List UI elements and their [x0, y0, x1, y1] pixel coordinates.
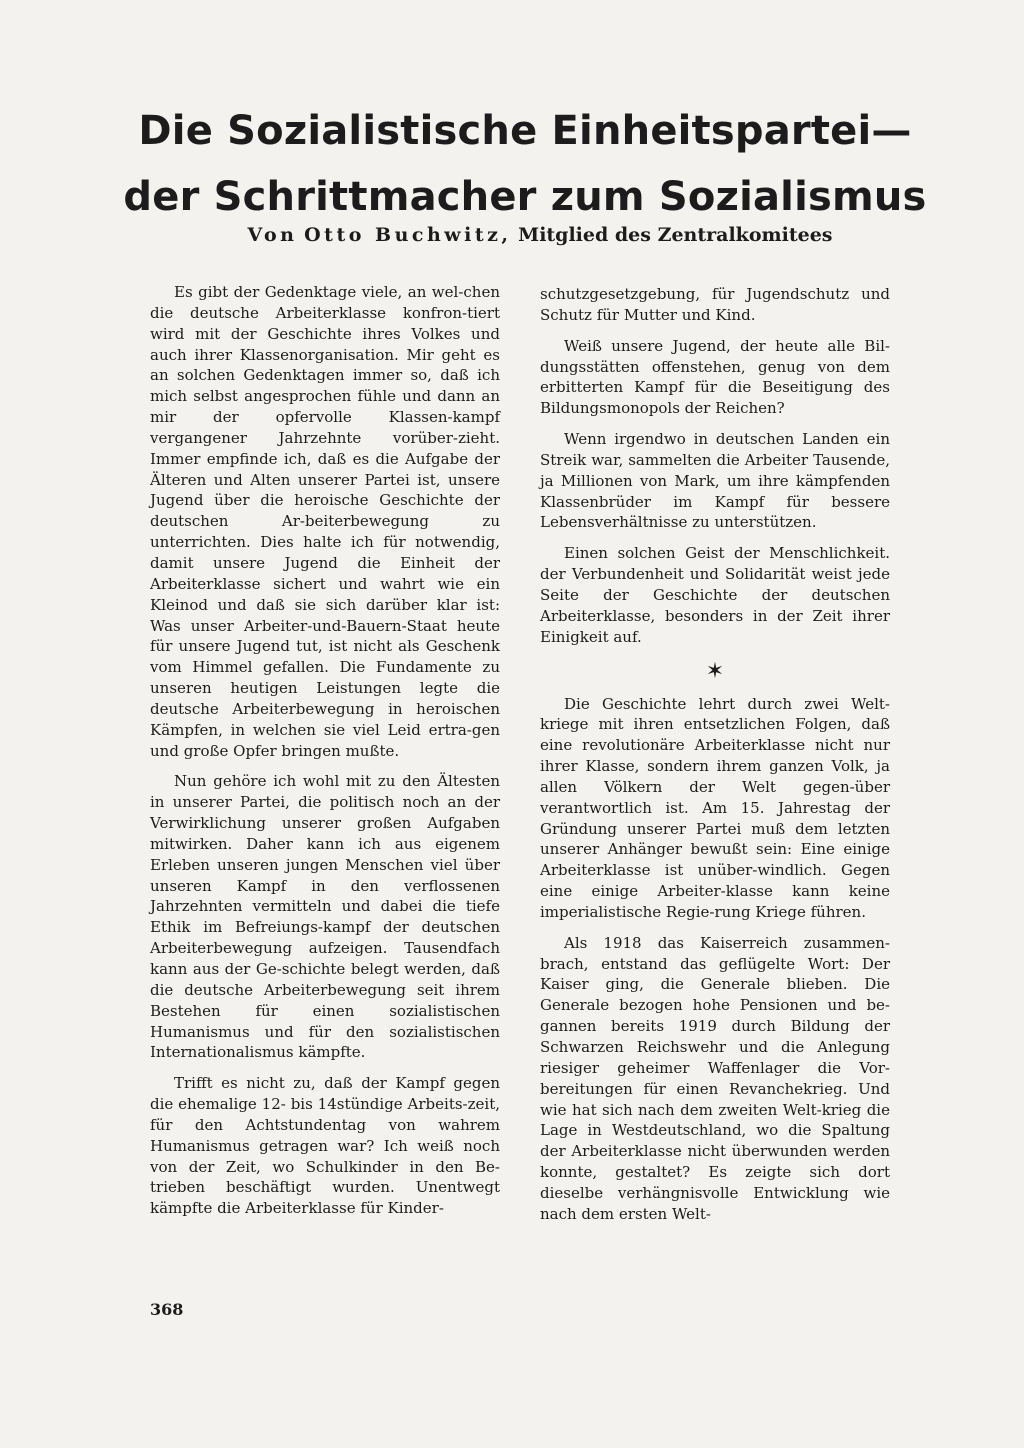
left-column: [150, 282, 500, 1229]
right-column: [540, 284, 890, 1235]
paragraph: Wenn irgendwo in deutschen Landen ein Streik war, sammelten die Arbeiter Tausende, ja Millionen von Mark, um ihre kämpfenden Klassenbrüder im Kampf für bessere Lebensverhältnisse zu unterstützen.: [540, 430, 890, 532]
paragraph: Weiß unsere Jugend, der heute alle Bil-dungsstätten offenstehen, genug von dem erbitterten Kampf für die Beseitigung des Bildungsmonopols der Reichen?: [540, 336, 890, 418]
paragraph: Trifft es nicht zu, daß der Kampf gegen die ehemalige 12- bis 14stündige Arbeits-zeit, für den Achtstundentag von wahrem Humanismus getragen war? Ich weiß noch von der Zeit, wo Schulkinder in den Be-trieben beschäftigt wurden. Unentwegt kämpfte die Arbeiterklasse für Kinder-: [150, 1074, 500, 1218]
section-separator-asterisk: ✶: [705, 658, 725, 684]
byline-prefix: Von: [247, 224, 298, 246]
page-number: 368: [150, 1300, 184, 1319]
byline-suffix: Mitglied des Zentralkomitees: [518, 224, 833, 246]
paragraph: schutzgesetzgebung, für Jugendschutz und Schutz für Mutter und Kind.: [540, 285, 890, 324]
paragraph: Es gibt der Gedenktage viele, an wel-chen die deutsche Arbeiterklasse konfron-tiert wird mit der Geschichte ihres Volkes und auch ihrer Klassenorganisation. Mir geht es an solchen Gedenktagen immer so, daß ich mich selbst angesprochen fühle und dann an mir der opfervolle Klassen-kampf vergangener Jahrzehnte vorüber-zieht. Immer empfinde ich, daß es die Aufgabe der Älteren und Alten unserer Partei ist, unsere Jugend über die heroische Geschichte der deutschen Ar-beiterbewegung zu unterrichten. Dies halte ich für notwendig, damit unsere Jugend die Einheit der Arbeiterklasse sichert und wahrt wie ein Kleinod und daß sie sich darüber klar ist: Was unser Arbeiter-und-Bauern-Staat heute für unsere Jugend tut, ist nicht als Geschenk vom Himmel gefallen. Die Fundamente zu unseren heutigen Leistungen legte die deutsche Arbeiterbewegung in heroischen Kämpfen, in welchen sie viel Leid ertra-gen und große Opfer bringen mußte.: [150, 283, 500, 760]
paragraph: Nun gehöre ich wohl mit zu den Ältesten in unserer Partei, die politisch noch an der Verwirklichung unserer großen Aufgaben mitwirken. Daher kann ich aus eigenem Erleben unseren jungen Menschen viel über unseren Kampf in den verflossenen Jahrzehnten vermitteln und dabei die tiefe Ethik im Befreiungs-kampf der deutschen Arbeiterbewegung aufzeigen. Tausendfach kann aus der Ge-schichte belegt werden, daß die deutsche Arbeiterbewegung seit ihrem Bestehen für einen sozialistischen Humanismus und für den sozialistischen Internationalismus kämpfte.: [150, 772, 500, 1062]
paragraph: Als 1918 das Kaiserreich zusammen-brach, entstand das geflügelte Wort: Der Kaiser ging, die Generale blieben. Die Generale bezogen hohe Pensionen und be-gannen bereits 1919 durch Bildung der Schwarzen Reichswehr und die Anlegung riesiger geheimer Waffenlager die Vor-bereitungen für einen Revanchekrieg. Und wie hat sich nach dem zweiten Welt-krieg die Lage in Westdeutschland, wo die Spaltung der Arbeiterklasse nicht überwunden werden konnte, gestaltet? Es zeigte sich dort dieselbe verhängnisvolle Entwicklung wie nach dem ersten Welt-: [540, 933, 890, 1223]
title-line-1: Die Sozialistische Einheitspartei—: [138, 108, 912, 154]
byline-author: Otto Buchwitz,: [304, 224, 512, 246]
article-byline: [180, 222, 900, 248]
paragraph: Die Geschichte lehrt durch zwei Welt-kriege mit ihren entsetzlichen Folgen, daß eine revolutionäre Arbeiterklasse nicht nur ihrer Klasse, sondern ihrem ganzen Volk, ja allen Völkern der Welt gegen-über verantwortlich ist. Am 15. Jahrestag der Gründung unserer Partei muß dem letzten unserer Anhänger bewußt sein: Eine einige Arbeiterklasse ist unüber-windlich. Gegen eine einige Arbeiter-klasse kann keine imperialistische Regie-rung Kriege führen.: [540, 694, 890, 921]
article-title: [110, 98, 940, 230]
paragraph: Einen solchen Geist der Menschlichkeit. der Verbundenheit und Solidarität weist jede Seite der Geschichte der deutschen Arbeiterklasse, besonders in der Zeit ihrer Einigkeit auf.: [540, 544, 890, 646]
title-line-2: der Schrittmacher zum Sozialismus: [123, 174, 927, 220]
